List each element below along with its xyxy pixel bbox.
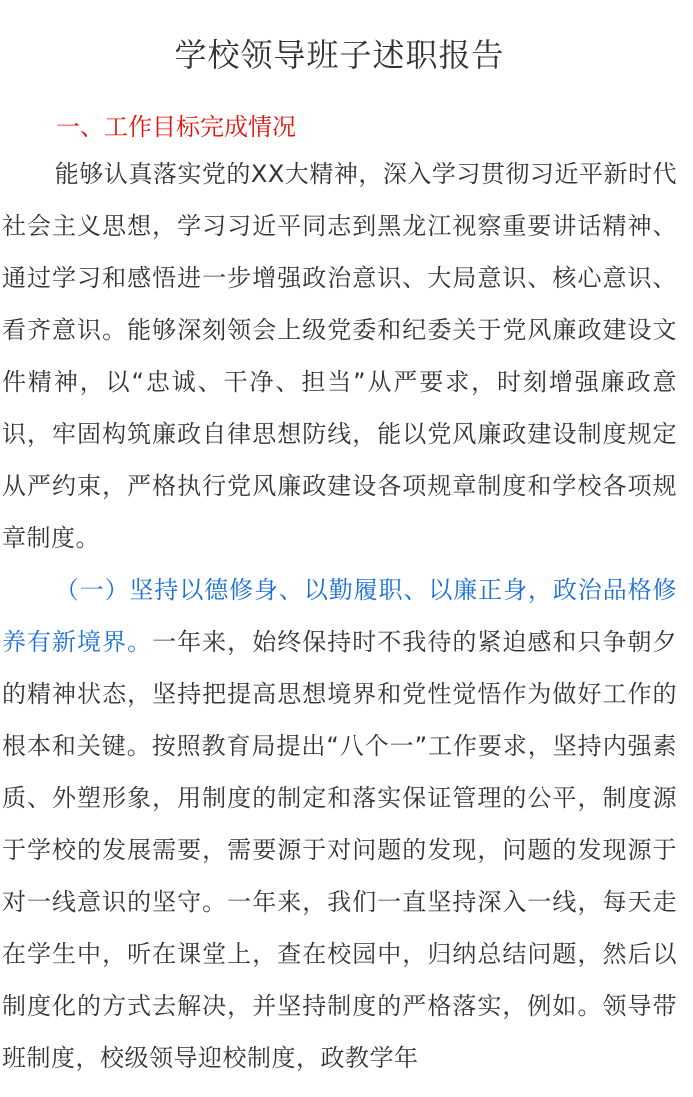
paragraph: 能够认真落实党的XX大精神，深入学习贯彻习近平新时代社会主义思想，学习习近平同志到黑龙江视察重要讲话精神、通过学习和感悟进一步增强政治意识、大局意识、核心意识、看齐意识。能够深刻领会上级党委和纪委关于党风廉政建设文件精神，以“忠诚、干净、担当”从严要求，时刻增强廉政意识，牢固构筑廉政自律思想防线，能以党风廉政建设制度规定从严约束，严格执行党风廉政建设各项规章制度和学校各项规章制度。 bbox=[2, 160, 677, 552]
paragraph bbox=[2, 564, 677, 1084]
document-title: 学校领导班子述职报告 bbox=[174, 36, 505, 74]
subsection-heading: （一）坚持以德修身、以勤履职、以廉正身，政治品格修养有新境界。 bbox=[2, 576, 677, 656]
subsection-body: 一年来，始终保持时不我待的紧迫感和只争朝夕的精神状态，坚持把提高思想境界和党性觉悟作为做好工作的根本和关键。按照教育局提出“八个一”工作要求，坚持内强素质、外塑形象，用制度的制定和落实保证管理的公平，制度源于学校的发展需要，需要源于对问题的发现，问题的发现源于对一线意识的坚守。一年来，我们一直坚持深入一线，每天走在学生中，听在课堂上，查在校园中，归纳总结问题，然后以制度化的方式去解决，并坚持制度的严格落实，例如。领导带班制度，校级领导迎校制度，政教学年 bbox=[2, 628, 678, 1072]
section-heading: 一、工作目标完成情况 bbox=[56, 113, 296, 141]
